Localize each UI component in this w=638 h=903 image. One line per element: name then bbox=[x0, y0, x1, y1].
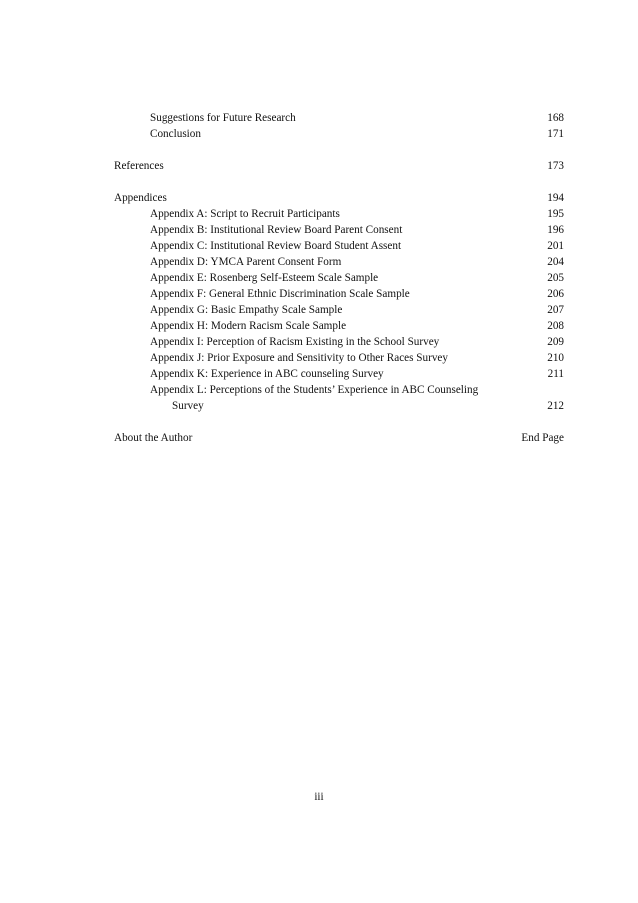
toc-entry-appendix-c bbox=[114, 238, 564, 254]
spacer bbox=[114, 174, 564, 190]
toc-entry-future-research bbox=[114, 110, 564, 126]
toc-entry-appendix-g bbox=[114, 302, 564, 318]
toc-entry-title: Appendix I: Perception of Racism Existing in the School Survey bbox=[150, 336, 440, 348]
toc-entry-page: 211 bbox=[547, 368, 564, 380]
toc-entry-appendix-j bbox=[114, 350, 564, 366]
toc-entry-title: Conclusion bbox=[150, 128, 201, 140]
toc-entry-appendices bbox=[114, 190, 564, 206]
toc-entry-page: 212 bbox=[547, 400, 564, 412]
toc-entry-title: Appendix E: Rosenberg Self-Esteem Scale Sample bbox=[150, 272, 379, 284]
spacer bbox=[114, 414, 564, 430]
toc-entry-page: 208 bbox=[547, 320, 564, 332]
toc-entry-page: 210 bbox=[547, 352, 564, 364]
toc-entry-appendix-b bbox=[114, 222, 564, 238]
toc-entry-appendix-d bbox=[114, 254, 564, 270]
toc-entry-page: 196 bbox=[547, 224, 564, 236]
toc-entry-title: Appendix H: Modern Racism Scale Sample bbox=[150, 320, 347, 332]
toc-entry-page: 168 bbox=[547, 112, 564, 124]
toc-entry-page: 205 bbox=[547, 272, 564, 284]
toc-entry-page: 206 bbox=[547, 288, 564, 300]
toc-entry-appendix-f bbox=[114, 286, 564, 302]
toc-entry-appendix-h bbox=[114, 318, 564, 334]
toc-entry-title: Appendix D: YMCA Parent Consent Form bbox=[150, 256, 342, 268]
spacer bbox=[114, 142, 564, 158]
toc-entry-appendix-l-line2 bbox=[114, 398, 564, 414]
toc-entry-title: Appendix J: Prior Exposure and Sensitivity to Other Races Survey bbox=[150, 352, 448, 364]
toc-entry-page: 204 bbox=[547, 256, 564, 268]
toc-entry-title: Appendix F: General Ethnic Discrimination Scale Sample bbox=[150, 288, 410, 300]
toc-entry-page: 171 bbox=[547, 128, 564, 140]
toc-entry-appendix-i bbox=[114, 334, 564, 350]
toc-entry-title: Survey bbox=[172, 400, 204, 412]
toc-entry-conclusion bbox=[114, 126, 564, 142]
toc-entry-title: Appendix K: Experience in ABC counseling Survey bbox=[150, 368, 384, 380]
page-number: iii bbox=[314, 791, 324, 803]
toc-entry-title: Appendices bbox=[114, 192, 167, 204]
toc-entry-references bbox=[114, 158, 564, 174]
toc-entry-title: About the Author bbox=[114, 432, 193, 444]
table-of-contents bbox=[114, 110, 564, 446]
toc-entry-page: End Page bbox=[521, 432, 564, 444]
toc-entry-title: References bbox=[114, 160, 164, 172]
toc-entry-page: 173 bbox=[547, 160, 564, 172]
toc-entry-page: 201 bbox=[547, 240, 564, 252]
toc-entry-page: 195 bbox=[547, 208, 564, 220]
toc-entry-page: 207 bbox=[547, 304, 564, 316]
toc-entry-appendix-l-line1 bbox=[114, 382, 564, 398]
toc-entry-title: Appendix G: Basic Empathy Scale Sample bbox=[150, 304, 343, 316]
toc-entry-page: 194 bbox=[547, 192, 564, 204]
toc-entry-title: Appendix A: Script to Recruit Participants bbox=[150, 208, 340, 220]
toc-entry-title: Appendix L: Perceptions of the Students’ Experience in ABC Counseling bbox=[150, 384, 479, 396]
toc-entry-appendix-e bbox=[114, 270, 564, 286]
toc-entry-page: 209 bbox=[547, 336, 564, 348]
toc-entry-title: Appendix C: Institutional Review Board Student Assent bbox=[150, 240, 402, 252]
toc-entry-about-author bbox=[114, 430, 564, 446]
toc-entry-title: Suggestions for Future Research bbox=[150, 112, 296, 124]
toc-entry-appendix-k bbox=[114, 366, 564, 382]
toc-entry-appendix-a bbox=[114, 206, 564, 222]
toc-entry-title: Appendix B: Institutional Review Board Parent Consent bbox=[150, 224, 403, 236]
